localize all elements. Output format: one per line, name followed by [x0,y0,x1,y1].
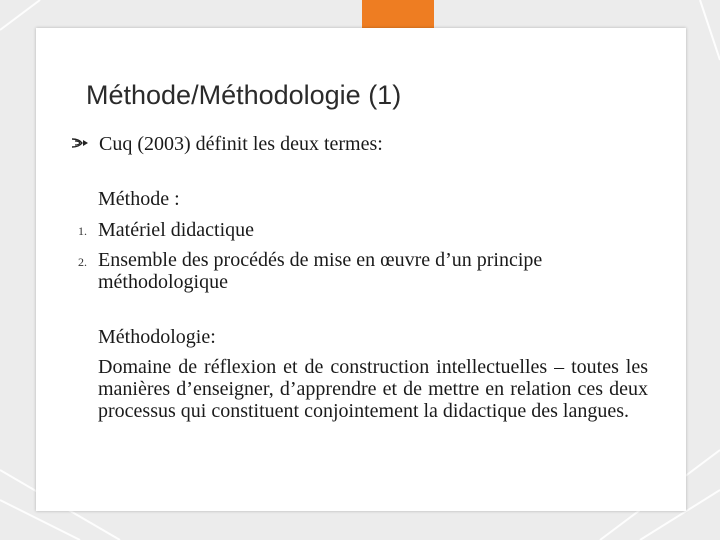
list-item-1: Matériel didactique [98,219,255,241]
list-marker-1: 1. [78,224,87,238]
wifi-arrow-bullet-icon [70,136,90,150]
methode-heading: Méthode : [98,188,180,210]
list-marker-2: 2. [78,255,87,269]
methodologie-heading: Méthodologie: [98,326,216,348]
methodologie-paragraph: Domaine de réflexion et de construction intellectuelles – toutes les manières d’enseigner, d’apprendre et de mettre en relation ces deux processus qui constituent conjointement la didactique des langues. [98,356,648,422]
list-item-2-line-1: Ensemble des procédés de mise en œuvre d’un principe [98,249,543,271]
slide-title: Méthode/Méthodologie (1) [86,80,402,110]
bullet-text: Cuq (2003) définit les deux termes: [99,133,383,155]
list-item-2-line-2: méthodologique [98,271,228,293]
